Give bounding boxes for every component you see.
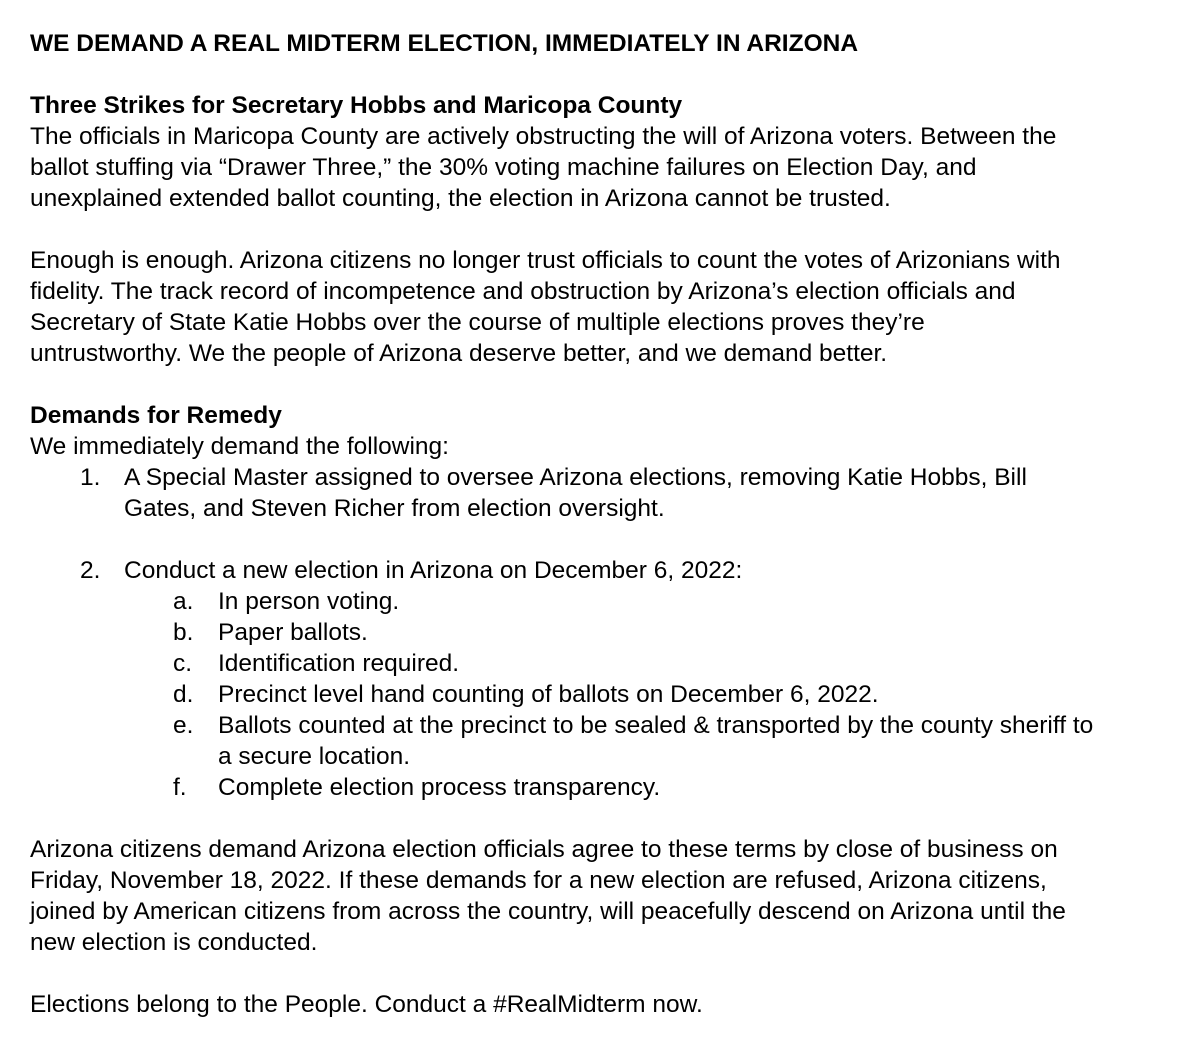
sub-list-letter: a. — [173, 588, 194, 615]
numbered-list-item — [30, 462, 1180, 524]
spacer — [30, 214, 1180, 245]
sub-list-text: Identification required. — [218, 650, 460, 677]
list-number: 2. — [80, 557, 101, 584]
spacer — [30, 524, 1180, 555]
document-title: WE DEMAND A REAL MIDTERM ELECTION, IMMEDIATELY IN ARIZONA — [30, 30, 859, 57]
list-item-text: A Special Master assigned to oversee Arizona elections, removing Katie Hobbs, Bill — [124, 464, 1027, 491]
sub-list-item — [30, 648, 1180, 679]
closing-line: Elections belong to the People. Conduct a #RealMidterm now. — [30, 991, 703, 1018]
sub-list-text: Paper ballots. — [218, 619, 368, 646]
paragraph-line: untrustworthy. We the people of Arizona deserve better, and we demand better. — [30, 340, 888, 367]
sub-list-letter: b. — [173, 619, 194, 646]
paragraph-line: fidelity. The track record of incompetence and obstruction by Arizona’s election officials and — [30, 278, 1016, 305]
sub-list-item — [30, 772, 1180, 803]
section-heading-three-strikes: Three Strikes for Secretary Hobbs and Maricopa County — [30, 92, 683, 119]
list-item-text: Gates, and Steven Richer from election oversight. — [124, 495, 665, 522]
spacer — [30, 59, 1180, 90]
document-body — [30, 28, 1180, 1020]
paragraph-line: joined by American citizens from across the country, will peacefully descend on Arizona until the — [30, 898, 1066, 925]
sub-list-letter: e. — [173, 712, 194, 739]
section-heading-demands: Demands for Remedy — [30, 402, 282, 429]
sub-list-item — [30, 679, 1180, 710]
paragraph-line: unexplained extended ballot counting, the election in Arizona cannot be trusted. — [30, 185, 891, 212]
spacer — [30, 958, 1180, 989]
sub-list-text: a secure location. — [218, 743, 411, 770]
sub-list-item — [30, 586, 1180, 617]
list-number: 1. — [80, 464, 101, 491]
paragraph-line: The officials in Maricopa County are actively obstructing the will of Arizona voters. Between the — [30, 123, 1057, 150]
paragraph-line: new election is conducted. — [30, 929, 318, 956]
sub-list-text: Precinct level hand counting of ballots on December 6, 2022. — [218, 681, 879, 708]
paragraph-line: ballot stuffing via “Drawer Three,” the 30% voting machine failures on Election Day, and — [30, 154, 977, 181]
paragraph-line: Friday, November 18, 2022. If these demands for a new election are refused, Arizona citizens, — [30, 867, 1047, 894]
paragraph-line: Secretary of State Katie Hobbs over the course of multiple elections proves they’re — [30, 309, 925, 336]
demands-intro: We immediately demand the following: — [30, 433, 449, 460]
spacer — [30, 803, 1180, 834]
list-item-text: Conduct a new election in Arizona on December 6, 2022: — [124, 557, 743, 584]
numbered-list-item — [30, 555, 1180, 586]
sub-list-letter: c. — [173, 650, 193, 677]
sub-list-letter: f. — [173, 774, 187, 801]
sub-list-text: Ballots counted at the precinct to be sealed & transported by the county sheriff to — [218, 712, 1094, 739]
sub-list-letter: d. — [173, 681, 194, 708]
sub-list-item — [30, 710, 1180, 772]
sub-list-text: Complete election process transparency. — [218, 774, 661, 801]
paragraph-line: Enough is enough. Arizona citizens no longer trust officials to count the votes of Arizonians with — [30, 247, 1061, 274]
sub-list-text: In person voting. — [218, 588, 400, 615]
paragraph-line: Arizona citizens demand Arizona election officials agree to these terms by close of business on — [30, 836, 1058, 863]
spacer — [30, 369, 1180, 400]
sub-list-item — [30, 617, 1180, 648]
